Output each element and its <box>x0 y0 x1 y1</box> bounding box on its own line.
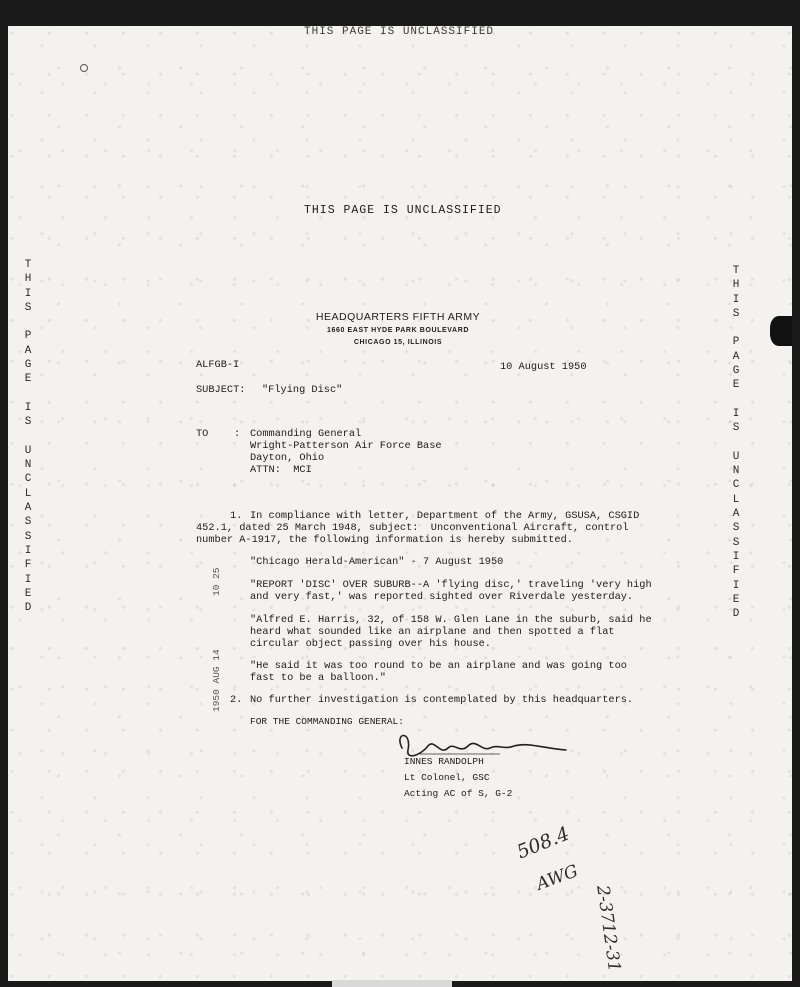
scan-mark <box>80 64 88 72</box>
paragraph-number: 2. <box>230 694 243 706</box>
document-page <box>8 26 792 981</box>
scan-bottom-bar <box>332 980 452 987</box>
to-label: TO <box>196 428 209 440</box>
subject-text: "Flying Disc" <box>262 384 343 396</box>
quote-line: "He said it was too round to be an airplane and was going too <box>250 660 627 672</box>
quote-source: "Chicago Herald-American" - 7 August 1950 <box>250 556 504 568</box>
addressee-line: Dayton, Ohio <box>250 452 325 464</box>
signer-name: INNES RANDOLPH <box>404 756 484 767</box>
to-colon: : <box>234 428 241 440</box>
paragraph-line: number A-1917, the following information is hereby submitted. <box>196 534 573 546</box>
addressee-line: Commanding General <box>250 428 362 440</box>
letter-date: 10 August 1950 <box>500 361 587 373</box>
letterhead-city: CHICAGO 15, ILLINOIS <box>353 339 443 346</box>
signer-title: Acting AC of S, G-2 <box>404 788 513 799</box>
classification-vertical-left: T H I S P A G E I S U N C L A S S I F I E D <box>24 259 32 615</box>
classification-banner-top: THIS PAGE IS UNCLASSIFIED <box>304 26 495 38</box>
quote-line: "REPORT 'DISC' OVER SUBURB--A 'flying disc,' traveling 'very high <box>250 579 652 591</box>
closing-line: FOR THE COMMANDING GENERAL: <box>250 716 404 727</box>
signer-rank: Lt Colonel, GSC <box>404 772 490 783</box>
paragraph-number: 1. <box>230 510 243 522</box>
addressee-line: Wright-Patterson Air Force Base <box>250 440 442 452</box>
classification-vertical-right: T H I S P A G E I S U N C L A S S I F I E D <box>732 265 740 621</box>
paragraph-line: No further investigation is contemplated by this headquarters. <box>250 694 634 706</box>
classification-banner-mid: THIS PAGE IS UNCLASSIFIED <box>304 204 502 217</box>
quote-line: heard what sounded like an airplane and then spotted a flat <box>250 626 615 638</box>
file-reference: ALFGB-I <box>196 359 240 371</box>
paragraph-line: 452.1, dated 25 March 1948, subject: Unconventional Aircraft, control <box>196 522 629 534</box>
handwritten-initials: AWG <box>533 861 581 895</box>
quote-line: fast to be a balloon." <box>250 672 386 684</box>
paragraph-line: In compliance with letter, Department of the Army, GSUSA, CSGID <box>250 510 640 522</box>
letterhead-org: HEADQUARTERS FIFTH ARMY <box>315 311 481 323</box>
addressee-line: ATTN: MCI <box>250 464 312 476</box>
quote-line: "Alfred E. Harris, 32, of 158 W. Glen Lane in the suburb, said he <box>250 614 652 626</box>
handwritten-side-number: 2-3712-31 <box>592 884 625 974</box>
quote-line: circular object passing over his house. <box>250 638 491 650</box>
letterhead-address: 1660 EAST HYDE PARK BOULEVARD <box>327 327 469 334</box>
handwritten-file-number: 508.4 <box>513 822 573 864</box>
quote-line: and very fast,' was reported sighted over Riverdale yesterday. <box>250 591 634 603</box>
margin-mark: 10 25 <box>211 567 222 596</box>
subject-label: SUBJECT: <box>196 384 246 396</box>
received-stamp: 1950 AUG 14 <box>211 649 222 712</box>
scan-edge-mark <box>770 316 792 346</box>
